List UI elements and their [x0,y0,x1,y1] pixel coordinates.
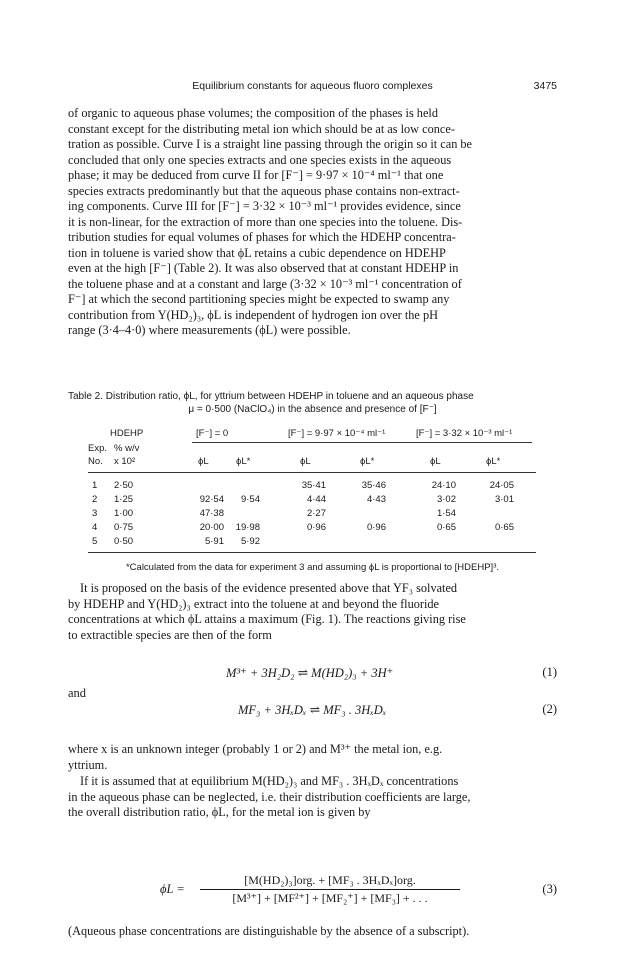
table-cell-hdehp: 2·50 [114,480,134,491]
stub-header: No. [88,456,103,467]
paragraph-curve-analysis [68,106,557,339]
text-line: even at the high [F⁻] (Table 2). It was also observed that at constant HDEHP in [68,261,459,275]
hdehp-unit: x 10² [114,456,136,467]
table-cell-hdehp: 1·25 [114,494,134,505]
connective-and: and [68,686,87,700]
text-line: by HDEHP and Y(HD₂)₃ extract into the toluene at and beyond the fluoride [68,596,440,611]
text-line: It is proposed on the basis of the evidence presented above that YF₃ solvated [80,581,458,595]
table-cell: 24·05 [489,480,514,491]
table-bottom-rule [88,552,536,553]
table-cell: 0·96 [306,522,326,533]
equation-3-lhs: ϕL = [160,882,185,896]
table-cell: 24·10 [431,480,456,491]
table-caption-line-1: Table 2. Distribution ratio, ϕL, for yttrium between HDEHP in toluene and an aqueous phase [68,391,474,402]
text-line: tration as possible. Curve I is a straight line passing through the origin so it can be [68,137,473,151]
equation-2: MF₃ + 3HₓDₓ ⇌ MF₃ . 3HₓDₓ [238,703,387,717]
sub-header-phi: ϕL [198,456,209,467]
table-cell-exp: 2 [92,494,98,505]
text-line: it is non-linear, for the extraction of more than one species into the toluene. Dis- [68,214,463,229]
text-line: range (3·4–4·0) where measurements (ϕL) were possible. [68,323,351,337]
table-cell: 0·65 [436,522,456,533]
table-cell: 3·02 [436,494,456,505]
text-line: contribution from Y(HD₂)₃, ϕL is independent of hydrogen ion over the pH [68,307,438,322]
table-cell: 3·01 [494,494,514,505]
table-cell: 4·44 [306,494,326,505]
table-cell-exp: 4 [92,522,98,533]
equation-1: M³⁺ + 3H₂D₂ ⇌ M(HD₂)₃ + 3H⁺ [226,666,394,680]
table-cell: 5·91 [204,536,224,547]
text-line: tion in toluene is varied show that ϕL retains a cubic dependence on HDEHP [68,245,446,260]
sub-header-phi-star: ϕL* [236,456,251,467]
text-line: in the aqueous phase can be neglected, i.e. their distribution coefficients are large, [68,789,471,804]
column-rule [88,472,536,473]
sub-header-phi-star: ϕL* [360,456,375,467]
sub-header-phi: ϕL [300,456,311,467]
text-line: phase; it may be deduced from curve II for [F⁻] = 9·97 × 10⁻⁴ ml⁻¹ that one [68,168,444,182]
table-cell-exp: 1 [92,480,98,491]
table-cell: 19·98 [235,522,260,533]
table-caption-line-2: μ = 0·500 (NaClO₄) in the absence and presence of [F⁻] [188,404,437,415]
equation-3-numerator: [M(HD₂)₃]org. + [MF₃ . 3HₓDₓ]org. [244,873,416,887]
text-line: to extractible species are then of the form [68,627,272,642]
column-header-f-zero: [F⁻] = 0 [196,428,229,439]
table-cell-hdehp: 0·75 [114,522,134,533]
table-cell: 35·41 [301,480,326,491]
text-line: where x is an unknown integer (probably 1 or 2) and M³⁺ the metal ion, e.g. [68,742,443,756]
table-cell-hdehp: 1·00 [114,508,134,519]
table-cell: 4·43 [366,494,386,505]
hdehp-unit: % w/v [114,443,140,454]
text-line: concentrations at which ϕL attains a maximum (Fig. 1). The reactions giving rise [68,612,466,626]
text-line: concluded that only one species extracts and one species exists in the aqueous [68,152,452,167]
sub-header-phi-star: ϕL* [486,456,501,467]
equation-3-denominator: [M³⁺] + [MF²⁺] + [MF₂⁺] + [MF₃] + . . . [232,891,428,905]
table-cell-hdehp: 0·50 [114,536,134,547]
equation-1-number: (1) [542,665,557,679]
table-cell: 9·54 [240,494,260,505]
column-header-f-high: [F⁻] = 3·32 × 10⁻³ ml⁻¹ [416,428,513,439]
table-cell: 0·65 [494,522,514,533]
paragraph-proposal [68,581,557,643]
table-cell-exp: 5 [92,536,98,547]
table-cell: 5·92 [240,536,260,547]
table-cell-exp: 3 [92,508,98,519]
running-head-title: Equilibrium constants for aqueous fluoro complexes [192,80,433,92]
page-number: 3475 [533,80,557,92]
fraction-bar [200,889,460,890]
table-cell: 92·54 [199,494,224,505]
paragraph-assumption [68,774,557,821]
table-cell: 47·38 [199,508,224,519]
column-header-f-low: [F⁻] = 9·97 × 10⁻⁴ ml⁻¹ [288,428,386,439]
equation-3-number: (3) [542,882,557,896]
table-cell: 0·96 [366,522,386,533]
table-caption [68,390,557,416]
table-footnote: *Calculated from the data for experiment 3 and assuming ϕL is proportional to [HDEHP]³. [125,562,499,573]
equation-2-number: (2) [542,702,557,716]
text-line: the overall distribution ratio, ϕL, for the metal ion is given by [68,805,371,819]
table-cell: 35·46 [361,480,386,491]
table-cell: 1·54 [436,508,456,519]
text-line: of organic to aqueous phase volumes; the composition of the phases is held [68,106,438,120]
text-line: If it is assumed that at equilibrium M(HD₂)₃ and MF₃ . 3HₓDₓ concentrations [80,774,459,788]
text-line: yttrium. [68,757,108,772]
text-line: F⁻] at which the second partitioning species might be expected to swamp any [68,292,450,306]
text-line: constant except for the distributing metal ion which should be at as low conce- [68,121,455,136]
paragraph-definitions [68,742,557,773]
text-line: tribution studies for equal volumes of phases for which the HDEHP concentra- [68,230,456,244]
table-cell: 20·00 [199,522,224,533]
closing-note: (Aqueous phase concentrations are distinguishable by the absence of a subscript). [68,924,470,938]
header-rule [192,442,532,443]
text-line: species extracts predominantly but that the aqueous phase contains non-extract- [68,183,460,198]
text-line: the toluene phase and at a constant and large (3·32 × 10⁻³ ml⁻¹ concentration of [68,276,462,291]
column-header-hdehp: HDEHP [110,428,144,439]
distribution-ratio-table [88,428,536,554]
sub-header-phi: ϕL [430,456,441,467]
running-head [68,80,557,96]
stub-header: Exp. [88,443,108,454]
table-cell: 2·27 [306,508,326,519]
text-line: ing components. Curve III for [F⁻] = 3·32 × 10⁻³ ml⁻¹ provides evidence, since [68,199,461,213]
